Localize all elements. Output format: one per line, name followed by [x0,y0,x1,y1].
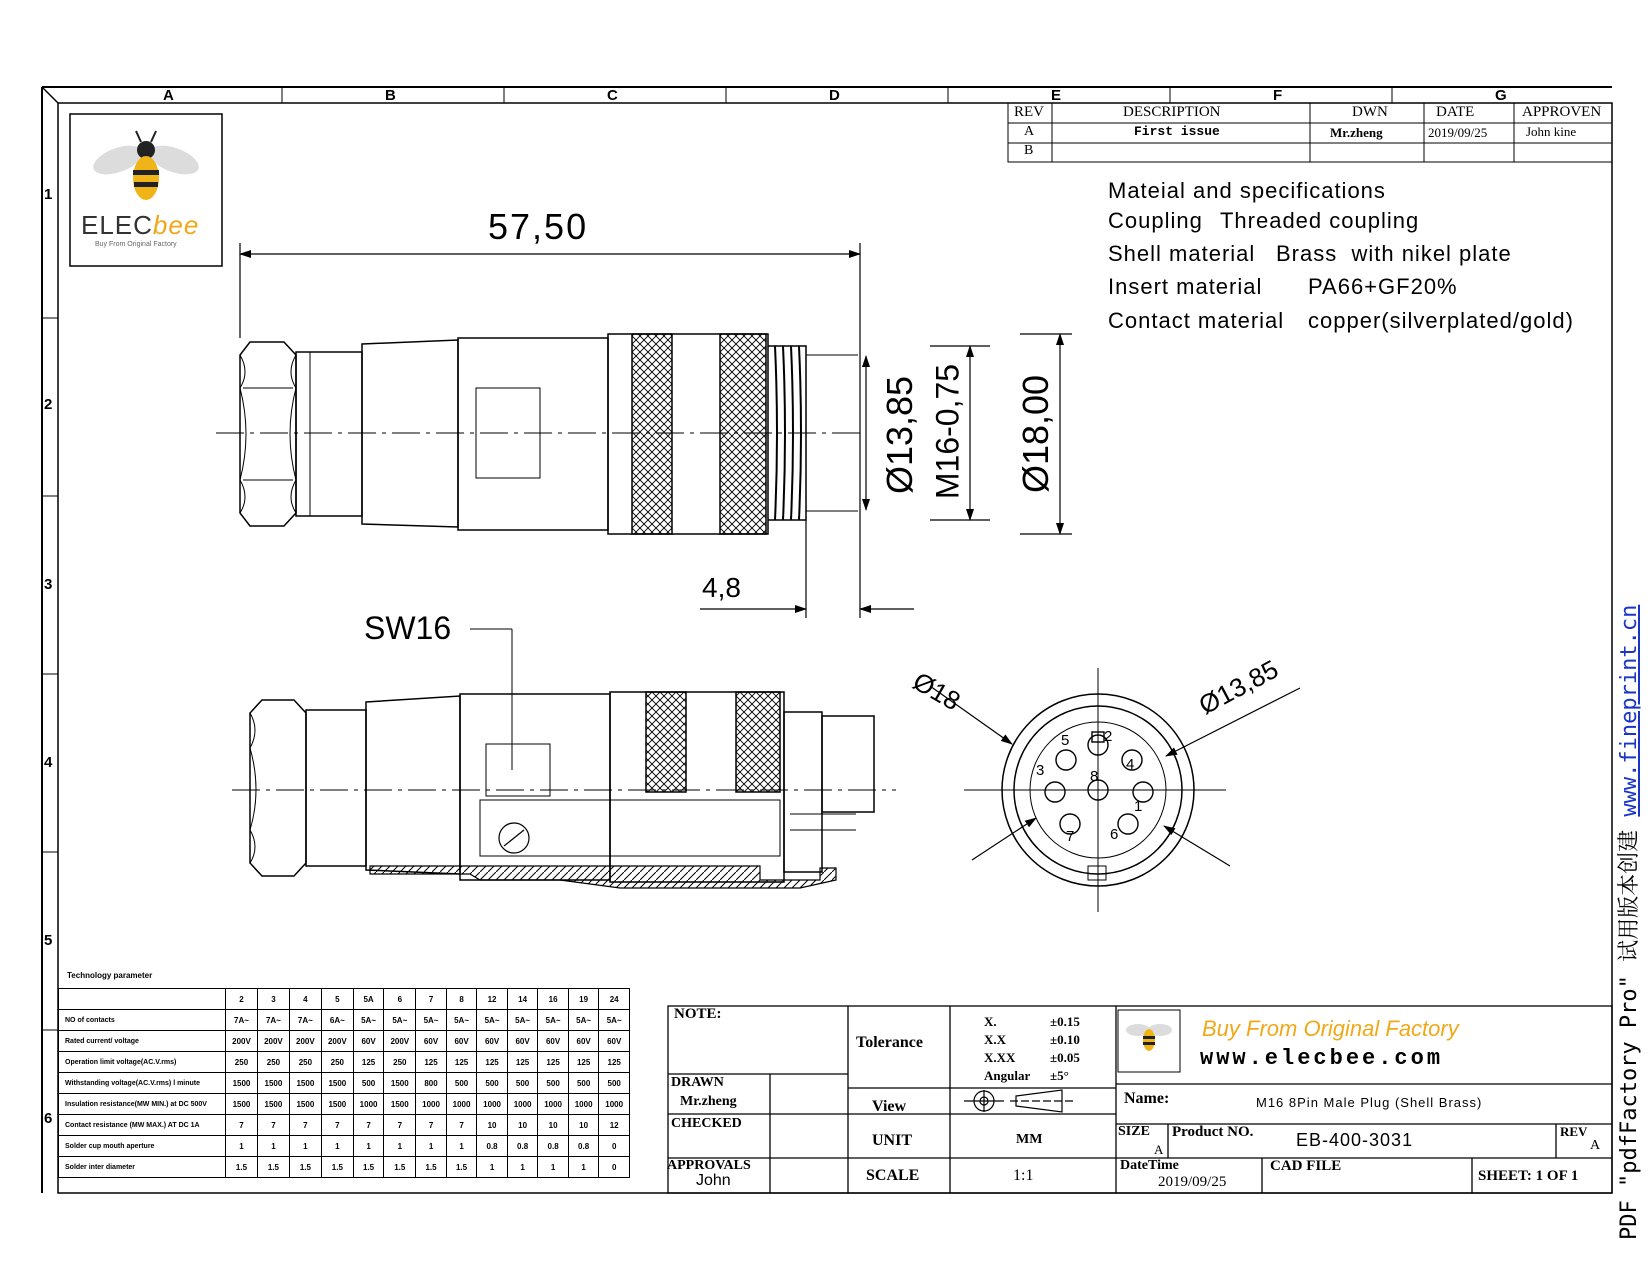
tech-params-cell: 250 [289,1052,321,1073]
tech-params-cell: 1500 [321,1094,353,1115]
name-label: Name: [1124,1090,1170,1107]
tech-params-cell: 60V [416,1031,447,1052]
tech-params-cell: 5A~ [599,1010,630,1031]
date-header: DATE [1436,104,1475,120]
tech-params-cell: 0 [599,1157,630,1178]
tech-params-cell: 5A~ [477,1010,508,1031]
pin-label-8: 8 [1090,768,1099,785]
approven-header: APPROVEN [1522,104,1602,120]
tech-params-column-header: 19 [568,989,599,1010]
tech-params-cell: 1 [477,1157,508,1178]
tech-params-cell: 7 [353,1115,384,1136]
tech-params-cell: 7 [226,1115,258,1136]
tech-params-cell: 500 [599,1073,630,1094]
tech-params-cell: 7 [289,1115,321,1136]
dwn-a: Mr.zheng [1330,125,1383,140]
unit-value: MM [1016,1132,1043,1147]
dwn-header: DWN [1352,104,1388,120]
tech-params-cell: 1000 [416,1094,447,1115]
dim-wrench-size: SW16 [364,610,452,646]
small-logo-icon [1126,1024,1172,1051]
tech-params-cell: 125 [416,1052,447,1073]
view-symbol-icon [964,1090,1074,1112]
row-label-3: 3 [44,576,53,593]
tech-params-cell: 1500 [289,1094,321,1115]
spec-contact [1108,308,1574,334]
scale-label: SCALE [866,1167,920,1184]
tech-params-cell: 500 [477,1073,508,1094]
rev-label: REV [1560,1124,1588,1139]
tech-params-cell: 10 [477,1115,508,1136]
dim-face-outer: Ø18 [908,665,966,717]
dim-thread: M16-0,75 [929,363,966,500]
tech-params-row-label: Contact resistance (MW MAX.) AT DC 1A [59,1115,226,1136]
specs-title: Mateial and specifications [1108,178,1386,203]
tech-params-cell: 5A~ [507,1010,538,1031]
tech-params-cell: 7 [384,1115,416,1136]
tech-params-cell: 1.5 [353,1157,384,1178]
slogan: Buy From Original Factory [1202,1016,1459,1041]
tolerance-v1: ±0.10 [1050,1032,1080,1047]
tech-params-cell: 5A~ [568,1010,599,1031]
tech-params-cell: 1000 [568,1094,599,1115]
tech-params-header-row [59,989,630,1010]
tech-params-column-header: 6 [384,989,416,1010]
date-a: 2019/09/25 [1428,125,1488,140]
tolerance-k2: X.XX [984,1050,1016,1065]
logo-wordmark [81,210,199,241]
tech-params-cell: 1000 [446,1094,477,1115]
datetime-value: 2019/09/25 [1158,1174,1227,1190]
tech-params-cell: 500 [538,1073,569,1094]
tech-params-cell: 1.5 [289,1157,321,1178]
tech-params-cell: 200V [226,1031,258,1052]
tech-params-cell: 0.8 [568,1136,599,1157]
tech-params-column-header: 24 [599,989,630,1010]
spec-shell [1108,241,1512,267]
tech-params-cell: 10 [568,1115,599,1136]
tolerance-v2: ±0.05 [1050,1050,1080,1065]
pin-label-2: 2 [1104,728,1113,745]
tech-params-column-header: 12 [477,989,508,1010]
dim-face-inner: Ø13,85 [1193,653,1284,721]
zone-label-b: B [385,87,396,104]
tech-params-column-header: 14 [507,989,538,1010]
tech-params-cell: 250 [384,1052,416,1073]
description-a: First issue [1134,124,1220,139]
tech-params-cell: 0.8 [538,1136,569,1157]
approven-a: John kine [1526,124,1577,139]
tech-params-row-label: NO of contacts [59,1010,226,1031]
tech-params-column-header: 5 [321,989,353,1010]
tech-params-cell: 1 [507,1157,538,1178]
pin-label-6: 6 [1110,826,1119,843]
tech-params-cell: 800 [416,1073,447,1094]
spec-coupling [1108,208,1419,234]
logo-tagline: Buy From Original Factory [95,241,177,248]
tech-params-row [59,1136,630,1157]
tech-params-cell: 250 [226,1052,258,1073]
tech-params-cell: 1000 [507,1094,538,1115]
tech-params-cell: 7A~ [257,1010,289,1031]
spec-value: Brass with nikel plate [1276,241,1512,266]
tech-params-row [59,1010,630,1031]
tech-params-cell: 125 [477,1052,508,1073]
pin-label-5: 5 [1061,732,1070,749]
tech-params-cell: 250 [257,1052,289,1073]
pin-label-3: 3 [1036,762,1045,779]
tech-params-cell: 5A~ [353,1010,384,1031]
tech-params-table [58,988,630,1178]
tech-params-cell: 1500 [321,1073,353,1094]
tech-params-corner-cell [59,989,226,1010]
dim-overall-length: 57,50 [488,206,589,247]
tech-params-column-header: 7 [416,989,447,1010]
tech-params-cell: 5A~ [384,1010,416,1031]
spec-value: copper(silverplated/gold) [1308,308,1574,333]
tech-params-cell: 10 [507,1115,538,1136]
dim-inner-diameter: Ø13,85 [879,375,920,495]
size-label: SIZE [1118,1124,1150,1139]
tech-params-cell: 1500 [257,1073,289,1094]
tech-params-cell: 1 [321,1136,353,1157]
tolerance-label: Tolerance [856,1034,923,1051]
tech-params-cell: 5A~ [446,1010,477,1031]
tech-params-row [59,1073,630,1094]
tech-params-cell: 1000 [599,1094,630,1115]
tech-params-cell: 200V [257,1031,289,1052]
tech-params-cell: 125 [568,1052,599,1073]
drawn-by: Mr.zheng [680,1094,737,1109]
bee-mascot-icon [89,131,202,200]
rev-header: REV [1014,104,1044,120]
tech-params-cell: 1000 [538,1094,569,1115]
tech-params-cell: 10 [538,1115,569,1136]
tech-params-row [59,1157,630,1178]
tech-params-cell: 500 [568,1073,599,1094]
tech-params-cell: 7 [416,1115,447,1136]
tech-params-cell: 500 [507,1073,538,1094]
tech-params-cell: 1 [446,1136,477,1157]
tech-params-cell: 6A~ [321,1010,353,1031]
tech-params-cell: 125 [507,1052,538,1073]
tech-params-row-label: Solder inter diameter [59,1157,226,1178]
tech-params-cell: 125 [599,1052,630,1073]
section-view [232,629,896,888]
name-value: M16 8Pin Male Plug (Shell Brass) [1256,1095,1483,1110]
tech-params-cell: 1.5 [416,1157,447,1178]
tech-params-cell: 0.8 [507,1136,538,1157]
tech-params-cell: 1 [289,1136,321,1157]
sheet-label: SHEET: 1 OF 1 [1478,1168,1579,1184]
tech-params-cell: 60V [477,1031,508,1052]
zone-label-a: A [163,87,174,104]
tolerance-k3: Angular [984,1068,1031,1083]
view-label: View [872,1098,907,1115]
tech-params-cell: 60V [538,1031,569,1052]
spec-value: PA66+GF20% [1308,274,1458,299]
zone-label-e: E [1051,87,1062,104]
pin-label-7: 7 [1066,828,1075,845]
tech-params-cell: 1500 [384,1094,416,1115]
rev-b: B [1024,143,1034,158]
front-face-view [930,668,1300,912]
tech-params-row-label: Insulation resistance(MW MIN.) at DC 500V [59,1094,226,1115]
watermark-link[interactable]: www.fineprint.cn [1617,604,1642,817]
tech-params-cell: 1000 [477,1094,508,1115]
tech-params-cell: 1.5 [384,1157,416,1178]
tech-params-row-label: Withstanding voltage(AC.V.rms) l minute [59,1073,226,1094]
zone-label-c: C [607,87,618,104]
pin-label-4: 4 [1126,756,1135,773]
row-label-4: 4 [44,754,53,771]
row-label-1: 1 [44,186,53,203]
tech-params-cell: 12 [599,1115,630,1136]
tech-params-cell: 60V [353,1031,384,1052]
tech-params-cell: 200V [321,1031,353,1052]
tech-params-cell: 7 [446,1115,477,1136]
tech-params-cell: 1 [538,1157,569,1178]
dim-thread-length: 4,8 [702,572,741,603]
tech-params-cell: 1 [257,1136,289,1157]
tech-params-row-label: Solder cup mouth aperture [59,1136,226,1157]
unit-label: UNIT [872,1132,913,1149]
tech-params-cell: 250 [321,1052,353,1073]
description-header: DESCRIPTION [1123,104,1221,120]
tech-params-cell: 60V [507,1031,538,1052]
tech-params-cell: 5A~ [416,1010,447,1031]
tech-params-column-header: 3 [257,989,289,1010]
row-label-6: 6 [44,1110,53,1127]
pin-label-1: 1 [1134,798,1143,815]
tech-params-cell: 7 [257,1115,289,1136]
tech-params-cell: 7 [321,1115,353,1136]
tech-params-cell: 1 [353,1136,384,1157]
rev-a: A [1024,124,1035,139]
tech-params-cell: 0 [599,1136,630,1157]
tech-params-cell: 1500 [226,1094,258,1115]
spec-value: Threaded coupling [1219,208,1420,233]
watermark-text: PDF "pdfFactory Pro" 试用版本创建 [1617,816,1642,1240]
tech-params-cell: 7A~ [226,1010,258,1031]
datetime-label: DateTime [1120,1158,1179,1173]
tech-params-cell: 7A~ [289,1010,321,1031]
tech-params-cell: 1500 [289,1073,321,1094]
tech-params-cell: 500 [446,1073,477,1094]
tech-params-cell: 125 [446,1052,477,1073]
zone-label-d: D [829,87,840,104]
tech-params-cell: 60V [568,1031,599,1052]
tech-params-cell: 1 [384,1136,416,1157]
spec-insert [1108,274,1458,300]
tolerance-v3: ±5° [1050,1068,1069,1083]
tech-params-cell: 1500 [384,1073,416,1094]
spec-label: Shell material [1108,241,1256,266]
website: www.elecbee.com [1200,1046,1444,1071]
tech-params-cell: 1.5 [446,1157,477,1178]
scale-value: 1:1 [1013,1167,1034,1184]
zone-label-f: F [1273,87,1283,104]
tech-params-column-header: 4 [289,989,321,1010]
tech-params-row [59,1115,630,1136]
logo-text-dark: ELEC [81,210,153,240]
tech-params-cell: 1 [568,1157,599,1178]
tech-params-cell: 1 [226,1136,258,1157]
spec-label: Coupling [1108,208,1203,233]
tech-params-row [59,1031,630,1052]
dim-outer-diameter: Ø18,00 [1015,374,1056,494]
tech-params-title: Technology parameter [67,971,153,980]
tech-params-cell: 125 [353,1052,384,1073]
tech-params-row-label: Operation limit voltage(AC.V.rms) [59,1052,226,1073]
approved-by: John [696,1172,731,1189]
tech-params-column-header: 5A [353,989,384,1010]
tech-params-row-label: Rated current/ voltage [59,1031,226,1052]
note-label: NOTE: [674,1006,722,1022]
tech-params-column-header: 16 [538,989,569,1010]
tech-params-cell: 1 [416,1136,447,1157]
tech-params-cell: 1000 [353,1094,384,1115]
spec-label: Contact material [1108,308,1285,333]
cad-file-label: CAD FILE [1270,1158,1342,1174]
tech-params-cell: 1500 [257,1094,289,1115]
tech-params-cell: 0.8 [477,1136,508,1157]
tech-params-cell: 200V [384,1031,416,1052]
tolerance-v0: ±0.15 [1050,1014,1080,1029]
tech-params-cell: 200V [289,1031,321,1052]
tech-params-cell: 5A~ [538,1010,569,1031]
size-value: A [1154,1142,1164,1157]
approvals-label: APPROVALS [667,1158,751,1173]
watermark [1612,605,1643,1240]
tech-params-cell: 1.5 [226,1157,258,1178]
tech-params-cell: 1.5 [257,1157,289,1178]
tech-params-column-header: 8 [446,989,477,1010]
tech-params-column-header: 2 [226,989,258,1010]
tech-params-cell: 60V [446,1031,477,1052]
side-view-top [216,334,862,534]
tech-params-cell: 125 [538,1052,569,1073]
logo-text-accent: bee [152,210,200,240]
product-label: Product NO. [1172,1124,1254,1140]
checked-label: CHECKED [671,1116,742,1131]
tolerance-k0: X. [984,1014,997,1029]
drawn-label: DRAWN [671,1075,724,1090]
tech-params-row [59,1052,630,1073]
row-label-5: 5 [44,932,53,949]
tech-params-cell: 1.5 [321,1157,353,1178]
tech-params-row [59,1094,630,1115]
tech-params-cell: 60V [599,1031,630,1052]
product-value: EB-400-3031 [1296,1130,1414,1150]
spec-label: Insert material [1108,274,1263,299]
tolerance-k1: X.X [984,1032,1007,1047]
rev-value: A [1590,1138,1601,1153]
row-label-2: 2 [44,396,53,413]
zone-label-g: G [1495,87,1507,104]
tech-params-cell: 1500 [226,1073,258,1094]
tech-params-cell: 500 [353,1073,384,1094]
